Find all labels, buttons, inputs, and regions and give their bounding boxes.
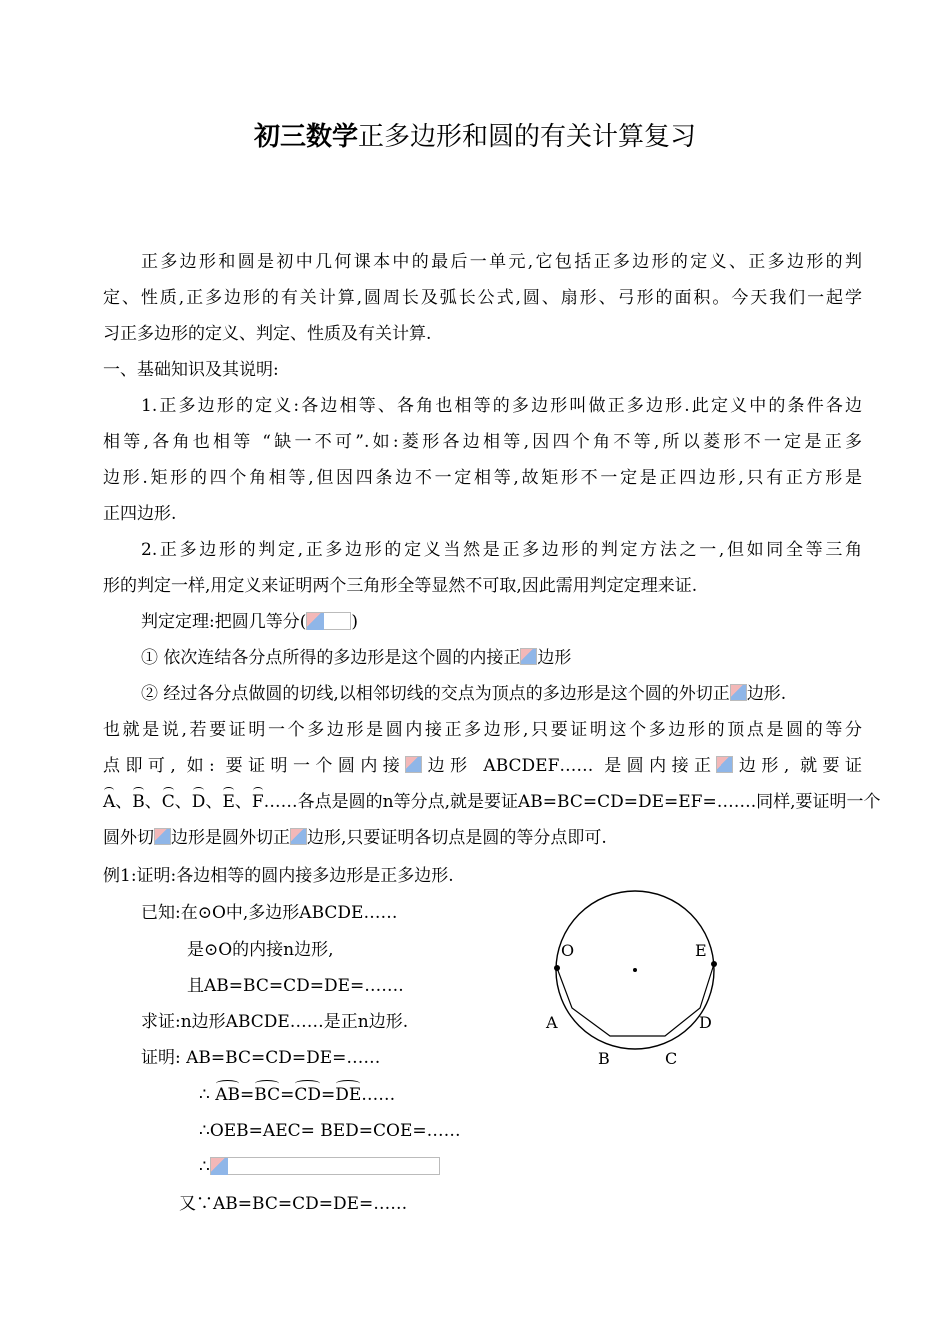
label-a: A: [546, 1013, 558, 1032]
section-heading: 一、基础知识及其说明:: [103, 360, 279, 380]
label-b: B: [598, 1049, 610, 1068]
center-point: [633, 968, 637, 972]
def-line-4: 正四边形.: [103, 504, 177, 524]
intro-line-1: 正多边形和圆是初中几何课本中的最后一单元,它包括正多边形的定义、正多边形的判: [141, 252, 862, 272]
theorem-line: 判定定理:把圆几等分( ): [141, 612, 359, 632]
judge-line-1: 2.正多边形的判定,正多边形的定义当然是正多边形的判定方法之一,但如同全等三角: [141, 540, 862, 560]
broken-image-icon: [210, 1157, 440, 1175]
example-heading: 例1:证明:各边相等的圆内接多边形是正多边形.: [103, 866, 454, 886]
vertex-point: [554, 965, 560, 971]
proof-line-2: ∴ AB=BC=CD=DE……: [199, 1085, 396, 1105]
inscribed-polygon: [557, 964, 714, 1036]
label-d: D: [699, 1013, 712, 1032]
broken-image-icon: [306, 612, 351, 630]
label-o: O: [561, 941, 575, 960]
intro-line-3: 习正多边形的定义、判定、性质及有关计算.: [103, 324, 432, 344]
item-2: ② 经过各分点做圆的切线,以相邻切线的交点为顶点的多边形是这个圆的外切正 边形.: [141, 684, 787, 704]
def-line-3: 边形.矩形的四个角相等,但因四条边不一定相等,故矩形不一定是正四边形,只有正方形是: [103, 468, 862, 488]
def-line-1: 1.正多边形的定义:各边相等、各角也相等的多边形叫做正多边形.此定义中的条件各边: [141, 396, 862, 416]
label-c: C: [665, 1049, 678, 1068]
broken-image-icon: [520, 648, 537, 665]
broken-image-icon: [290, 828, 307, 845]
para-line-3: 也就是说,若要证明一个多边形是圆内接正多边形,只要证明这个多边形的顶点是圆的等分: [103, 720, 862, 740]
vertex-point: [711, 961, 717, 967]
def-line-2: 相等,各角也相等 “缺一不可”.如:菱形各边相等,因四个角不等,所以菱形不一定是正多: [103, 432, 862, 452]
para-line-4: 点即可, 如: 要证明一个圆内接 边形 ABCDEF…… 是圆内接正 边形, 就要证: [103, 756, 862, 776]
broken-image-icon: [405, 756, 422, 773]
page-title: 初三数学正多边形和圆的有关计算复习: [253, 122, 697, 152]
para-line-6: 圆外切 边形是圆外切正 边形,只要证明各切点是圆的等分点即可.: [103, 828, 607, 848]
judge-line-2: 形的判定一样,用定义来证明两个三角形全等显然不可取,因此需用判定定理来证.: [103, 576, 698, 596]
proof-line-5: 又∵AB=BC=CD=DE=……: [179, 1194, 408, 1214]
broken-image-icon: [730, 684, 747, 701]
item-1: ① 依次连结各分点所得的多边形是这个圆的内接正 边形: [141, 648, 572, 668]
broken-image-icon: [716, 756, 733, 773]
intro-line-2: 定、性质,正多边形的有关计算,圆周长及弧长公式,圆、扇形、弓形的面积。今天我们一起学: [103, 288, 862, 308]
known-line-1: 已知:在⊙O中,多边形ABCDE……: [141, 903, 398, 923]
circle-diagram: [530, 890, 740, 1080]
proof-line-4: ∴: [199, 1155, 440, 1179]
broken-image-icon: [154, 828, 171, 845]
prove-line: 求证:n边形ABCDE……是正n边形.: [141, 1012, 409, 1032]
label-e: E: [695, 941, 707, 960]
para-line-5: A、B、C、D、E、F……各点是圆的n等分点,就是要证AB=BC=CD=DE=EF=…….同样,要证明一个: [103, 792, 881, 812]
known-line-2: 是⊙O的内接n边形,: [187, 940, 334, 960]
proof-line-3: ∴OEB=AEC= BED=COE=……: [199, 1121, 461, 1141]
proof-line-1: 证明: AB=BC=CD=DE=……: [141, 1048, 381, 1068]
known-line-3: 且AB=BC=CD=DE=…….: [187, 976, 404, 996]
